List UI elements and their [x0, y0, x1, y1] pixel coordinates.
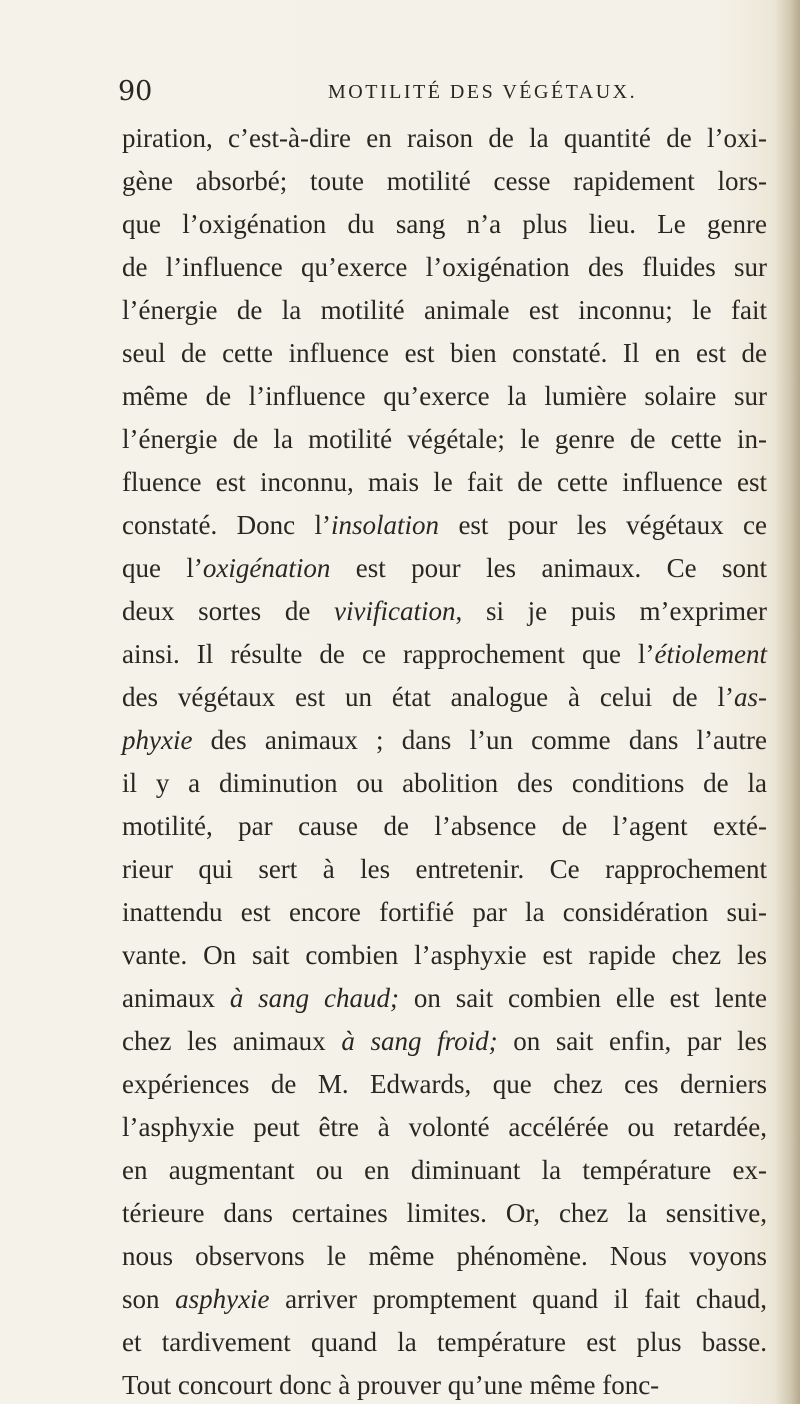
- text-segment: nous observons le même phénomène. Nous voyons: [122, 1241, 767, 1271]
- text-segment: Tout concourt donc à prouver qu’une même fonc-: [122, 1370, 660, 1400]
- italic-term: insolation: [331, 510, 440, 540]
- text-line: [122, 117, 767, 160]
- text-line: [122, 848, 767, 891]
- text-line: [122, 1149, 767, 1192]
- text-segment: vante. On sait combien l’asphyxie est rapide chez les: [122, 940, 767, 970]
- text-line: [122, 1321, 767, 1364]
- text-line: [122, 805, 767, 848]
- text-segment: piration, c’est-à-dire en raison de la quantité de l’oxi-: [122, 123, 767, 153]
- text-segment: deux sortes de: [122, 596, 335, 626]
- page-edge-shadow: [774, 0, 800, 1404]
- text-segment: en augmentant ou en diminuant la température ex-: [122, 1155, 767, 1185]
- text-segment: l’énergie de la motilité végétale; le genre de cette in-: [122, 424, 767, 454]
- text-segment: il y a diminution ou abolition des conditions de la: [122, 768, 767, 798]
- text-line: [122, 1364, 767, 1404]
- text-segment: gène absorbé; toute motilité cesse rapidement lors-: [122, 166, 767, 196]
- text-line: [122, 461, 767, 504]
- page-number: 90: [118, 76, 153, 107]
- text-line: [122, 590, 767, 633]
- text-segment: constaté. Donc l’: [122, 510, 332, 540]
- text-segment: inattendu est encore fortifié par la considération sui-: [122, 897, 767, 927]
- text-segment: térieure dans certaines limites. Or, chez la sensitive,: [122, 1198, 767, 1228]
- text-line: [122, 934, 767, 977]
- text-line: [122, 719, 767, 762]
- text-segment: même de l’influence qu’exerce la lumière solaire sur: [122, 381, 767, 411]
- text-segment: ainsi. Il résulte de ce rapprochement que l’: [122, 639, 655, 669]
- text-segment: que l’oxigénation du sang n’a plus lieu. Le genre: [122, 209, 767, 239]
- page-header: [118, 74, 718, 110]
- text-line: [122, 547, 767, 590]
- italic-term: vivification: [334, 596, 456, 626]
- text-segment: que l’: [122, 553, 203, 583]
- text-line: [122, 1063, 767, 1106]
- italic-term: étiolement: [654, 639, 767, 669]
- text-line: [122, 1106, 767, 1149]
- italic-term: à sang chaud;: [229, 983, 400, 1013]
- text-line: [122, 203, 767, 246]
- italic-term: as-: [734, 682, 767, 712]
- text-segment: des végétaux est un état analogue à celui de l’: [122, 682, 734, 712]
- running-title: MOTILITÉ DES VÉGÉTAUX.: [328, 81, 638, 103]
- text-segment: l’énergie de la motilité animale est inconnu; le fait: [122, 295, 767, 325]
- text-segment: on sait enfin, par les: [497, 1026, 767, 1056]
- text-segment: fluence est inconnu, mais le fait de cette influence est: [122, 467, 767, 497]
- text-line: [122, 1192, 767, 1235]
- text-segment: des animaux ; dans l’un comme dans l’autre: [192, 725, 767, 755]
- text-segment: rieur qui sert à les entretenir. Ce rapprochement: [122, 854, 767, 884]
- text-segment: seul de cette influence est bien constaté. Il en est de: [122, 338, 767, 368]
- body-paragraph: [122, 117, 767, 1404]
- text-segment: animaux: [122, 983, 230, 1013]
- text-segment: et tardivement quand la température est plus basse.: [122, 1327, 767, 1357]
- text-segment: son: [122, 1284, 176, 1314]
- text-line: [122, 504, 767, 547]
- text-segment: arriver promptement quand il fait chaud,: [269, 1284, 767, 1314]
- text-segment: on sait combien elle est lente: [399, 983, 767, 1013]
- text-line: [122, 1020, 767, 1063]
- text-line: [122, 977, 767, 1020]
- text-segment: expériences de M. Edwards, que chez ces derniers: [122, 1069, 767, 1099]
- text-segment: motilité, par cause de l’absence de l’agent exté-: [122, 811, 767, 841]
- text-line: [122, 418, 767, 461]
- text-line: [122, 375, 767, 418]
- italic-term: phyxie: [122, 725, 193, 755]
- text-line: [122, 160, 767, 203]
- text-segment: l’asphyxie peut être à volonté accélérée ou retardée,: [122, 1112, 767, 1142]
- text-line: [122, 633, 767, 676]
- text-line: [122, 246, 767, 289]
- text-line: [122, 1235, 767, 1278]
- text-segment: est pour les végétaux ce: [439, 510, 767, 540]
- italic-term: asphyxie: [175, 1284, 270, 1314]
- text-segment: , si je puis m’exprimer: [455, 596, 767, 626]
- text-line: [122, 762, 767, 805]
- text-line: [122, 332, 767, 375]
- italic-term: à sang froid;: [341, 1026, 498, 1056]
- text-line: [122, 676, 767, 719]
- text-segment: de l’influence qu’exerce l’oxigénation des fluides sur: [122, 252, 767, 282]
- text-line: [122, 891, 767, 934]
- text-segment: chez les animaux: [122, 1026, 342, 1056]
- text-line: [122, 289, 767, 332]
- italic-term: oxigénation: [202, 553, 331, 583]
- text-segment: est pour les animaux. Ce sont: [330, 553, 767, 583]
- text-line: [122, 1278, 767, 1321]
